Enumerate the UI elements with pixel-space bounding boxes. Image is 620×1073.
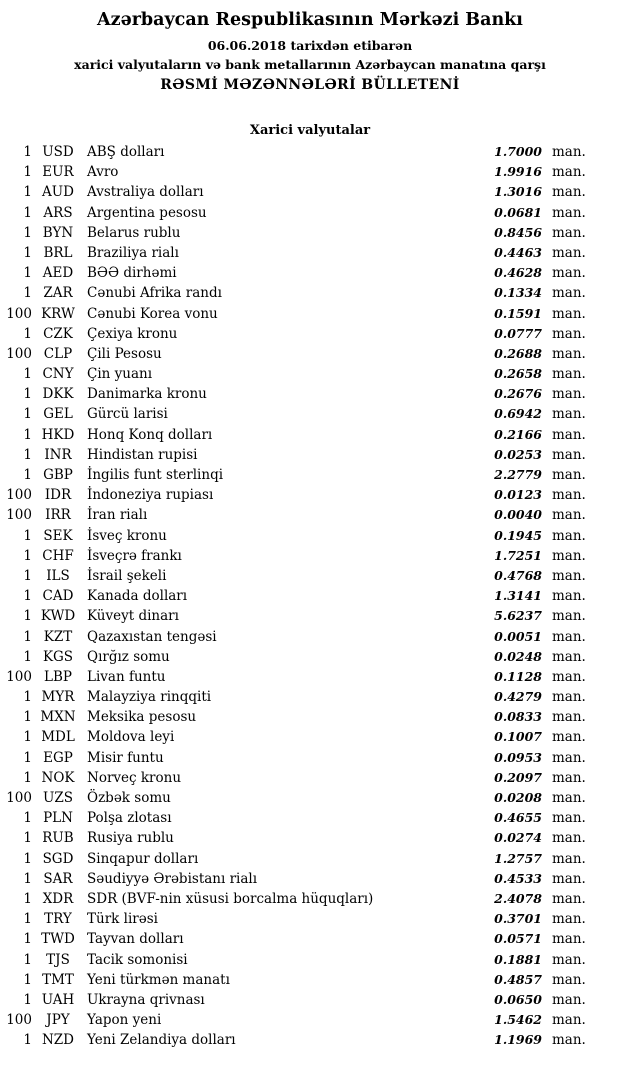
currency-code: KGS [42,648,74,665]
unit-label: man. [552,366,586,383]
currency-name: Türk lirəsi [87,911,158,928]
currency-row [0,384,620,404]
currency-name: Sinqapur dolları [87,850,199,867]
currency-quantity: 1 [23,467,32,483]
currency-quantity: 100 [6,507,32,524]
currency-name: Yapon yeni [87,1012,162,1029]
currency-code: ILS [46,567,70,584]
currency-name: Küveyt dinarı [87,608,179,625]
rate-value: 1.7251 [494,547,542,563]
currency-code: NZD [41,1032,75,1049]
currency-name: Malayziya rinqqiti [87,689,212,706]
currency-quantity: 1 [23,527,32,544]
currency-code: RUB [42,830,74,847]
currency-code: NOK [41,769,75,786]
rate-value: 0.0953 [494,749,542,765]
currency-code: EUR [42,164,74,181]
currency-code: INR [44,446,72,463]
currency-code: SAR [43,870,73,887]
currency-row [0,465,620,485]
currency-code: XDR [42,890,74,907]
currency-row [0,324,620,344]
unit-label: man. [552,931,586,948]
currency-row [0,707,620,727]
rate-value: 1.3016 [494,184,542,200]
currency-code: AUD [42,184,74,201]
currency-quantity: 1 [23,164,32,181]
unit-label: man. [552,224,586,241]
currency-name: Norveç kronu [87,769,182,786]
currency-name: Çexiya kronu [87,325,178,342]
currency-row [0,162,620,182]
currency-row [0,404,620,424]
rate-value: 0.1881 [494,951,542,967]
currency-row [0,808,620,828]
currency-name: İsveç kronu [87,527,167,544]
unit-label: man. [552,668,586,685]
currency-name: Hindistan rupisi [87,446,198,463]
currency-name: SDR (BVF-nin xüsusi borcalma hüquqları) [87,890,374,907]
currency-row [0,788,620,808]
currency-name: Meksika pesosu [87,709,197,726]
unit-label: man. [552,265,586,282]
currency-code: ZAR [43,285,73,302]
currency-code: CAD [42,588,74,605]
currency-row [0,828,620,848]
rate-value: 0.1128 [494,668,542,684]
currency-quantity: 1 [23,386,32,403]
currency-name: Moldova leyi [87,729,175,746]
currency-quantity: 1 [23,547,32,564]
currency-code: IDR [44,487,72,504]
unit-label: man. [552,144,586,160]
currency-row [0,283,620,303]
currency-name: İsveçrə frankı [87,547,182,564]
rate-value: 0.4857 [494,971,542,987]
unit-label: man. [552,527,586,544]
currency-row [0,849,620,869]
unit-label: man. [552,769,586,786]
rate-value: 0.0040 [494,507,542,523]
currency-name: Çin yuanı [87,366,153,383]
currency-quantity: 1 [23,769,32,786]
effective-date-line: 06.06.2018 tarixdən etibarən [207,38,413,53]
currency-quantity: 1 [23,1032,32,1049]
rate-value: 2.4078 [494,890,542,906]
currency-name: Danimarka kronu [87,386,207,403]
currency-row [0,505,620,525]
rate-value: 1.1969 [494,1032,542,1048]
currency-row [0,748,620,768]
bank-title: Azərbaycan Respublikasının Mərkəzi Bankı [97,10,523,30]
currency-quantity: 100 [6,487,32,504]
bulletin-title: RƏSMİ MƏZƏNNƏLƏRİ BÜLLETENİ [160,77,460,93]
currency-row [0,869,620,889]
currency-name: Honq Konq dolları [87,426,213,443]
currency-code: HKD [41,426,75,443]
rate-value: 0.6942 [494,406,542,422]
rate-value: 0.0208 [494,790,542,805]
currency-name: Livan funtu [87,668,166,685]
currency-code: CLP [43,345,73,362]
unit-label: man. [552,810,586,827]
currency-quantity: 1 [23,144,32,160]
description-line: xarici valyutaların və bank metallarının Azərbaycan manatına qarşı [74,57,546,72]
currency-row [0,950,620,970]
currency-row [0,970,620,990]
currency-quantity: 1 [23,325,32,342]
unit-label: man. [552,547,586,564]
currency-code: CNY [42,366,74,383]
unit-label: man. [552,608,586,625]
currency-row [0,425,620,445]
currency-quantity: 1 [23,749,32,766]
rate-value: 0.0571 [494,931,542,947]
currency-quantity: 1 [23,628,32,645]
currency-code: KZT [43,628,73,645]
unit-label: man. [552,305,586,322]
currency-name: Yeni Zelandiya dolları [87,1032,236,1049]
currency-quantity: 1 [23,951,32,968]
currency-name: ABŞ dolları [87,144,165,160]
rate-value: 0.2166 [494,426,542,442]
rate-value: 0.0253 [494,446,542,462]
rate-value: 0.4628 [494,265,542,281]
currency-row [0,1010,620,1030]
currency-quantity: 100 [6,305,32,322]
rate-value: 0.4533 [494,870,542,886]
currency-row [0,223,620,243]
currency-row [0,647,620,667]
rate-value: 0.8456 [494,224,542,240]
currency-row [0,929,620,949]
currency-quantity: 1 [23,244,32,261]
currency-name: Qazaxıstan tengəsi [87,628,217,645]
currency-name: Avstraliya dolları [87,184,204,201]
unit-label: man. [552,870,586,887]
currency-quantity: 100 [6,790,32,806]
rate-value: 0.1007 [494,729,542,745]
rate-value: 0.0833 [494,709,542,725]
currency-code: MXN [40,709,76,726]
currency-name: Argentina pesosu [87,204,207,221]
currency-quantity: 1 [23,830,32,847]
unit-label: man. [552,709,586,726]
currency-name: Ukrayna qrivnası [87,991,205,1008]
unit-label: man. [552,850,586,867]
currency-row [0,445,620,465]
currency-quantity: 1 [23,709,32,726]
currency-code: BYN [42,224,74,241]
currency-code: UAH [41,991,75,1008]
currency-row [0,627,620,647]
currency-row [0,526,620,546]
currency-quantity: 1 [23,608,32,625]
unit-label: man. [552,325,586,342]
currency-name: Səudiyyə Ərəbistanı rialı [87,870,258,887]
unit-label: man. [552,971,586,988]
rate-value: 5.6237 [494,608,542,624]
currency-quantity: 1 [23,224,32,241]
currency-row [0,344,620,364]
rate-value: 0.4655 [494,810,542,826]
currency-row [0,606,620,626]
currency-code: BRL [43,244,73,261]
currency-code: CHF [42,547,74,564]
currency-row [0,889,620,909]
rate-value: 1.3141 [494,588,542,604]
rate-value: 0.0248 [494,648,542,664]
currency-row [0,667,620,687]
unit-label: man. [552,567,586,584]
rate-value: 0.1334 [494,285,542,301]
currency-name: İran rialı [87,507,148,524]
currency-row [0,142,620,162]
rate-value: 2.2779 [494,467,542,482]
currency-name: Rusiya rublu [87,830,174,847]
currency-quantity: 1 [23,366,32,383]
currency-quantity: 1 [23,729,32,746]
currency-code: UZS [42,790,73,806]
currency-row [0,768,620,788]
currency-quantity: 1 [23,890,32,907]
rate-value: 0.3701 [494,911,542,927]
unit-label: man. [552,285,586,302]
currency-quantity: 1 [23,689,32,706]
rate-value: 0.0051 [494,628,542,644]
currency-row [0,243,620,263]
currency-code: GBP [43,467,73,483]
currency-quantity: 1 [23,850,32,867]
unit-label: man. [552,184,586,201]
currency-quantity: 1 [23,406,32,423]
rate-value: 1.9916 [494,164,542,180]
rate-value: 0.0681 [494,204,542,220]
currency-code: TJS [46,951,70,968]
currency-row [0,263,620,283]
unit-label: man. [552,244,586,261]
currency-row [0,182,620,202]
currency-code: LBP [44,668,72,685]
unit-label: man. [552,386,586,403]
currency-quantity: 1 [23,648,32,665]
unit-label: man. [552,628,586,645]
rate-value: 0.2097 [494,769,542,785]
currency-quantity: 1 [23,971,32,988]
currency-name: Belarus rublu [87,224,181,241]
currency-name: Qırğız somu [87,648,170,665]
unit-label: man. [552,467,586,483]
currency-code: PLN [43,810,73,827]
unit-label: man. [552,991,586,1008]
currency-quantity: 1 [23,184,32,201]
unit-label: man. [552,1012,586,1029]
currency-name: Avro [87,164,119,181]
rate-value: 0.2676 [494,386,542,402]
unit-label: man. [552,689,586,706]
rate-value: 1.2757 [494,850,542,866]
currency-name: Kanada dolları [87,588,188,605]
currency-quantity: 100 [6,668,32,685]
currency-code: MYR [41,689,75,706]
currency-name: Cənubi Afrika randı [87,285,222,302]
currency-quantity: 1 [23,991,32,1008]
unit-label: man. [552,648,586,665]
currency-quantity: 1 [23,810,32,827]
unit-label: man. [552,406,586,423]
currency-row [0,566,620,586]
unit-label: man. [552,749,586,766]
currency-row [0,1030,620,1050]
currency-code: KWD [40,608,76,625]
currency-quantity: 1 [23,588,32,605]
currency-name: Cənubi Korea vonu [87,305,218,322]
unit-label: man. [552,507,586,524]
currency-code: DKK [42,386,74,403]
currency-name: Braziliya rialı [87,244,179,261]
rate-value: 0.2688 [494,345,542,361]
rate-value: 0.4463 [494,244,542,260]
currency-code: JPY [46,1012,70,1029]
currency-name: Yeni türkmən manatı [87,971,230,988]
rate-value: 0.0274 [494,830,542,846]
currency-row [0,990,620,1010]
currency-name: Özbək somu [87,790,171,806]
currency-row [0,546,620,566]
unit-label: man. [552,911,586,928]
currency-row [0,727,620,747]
currency-code: IRR [45,507,71,524]
currency-code: GEL [43,406,73,423]
currency-row [0,485,620,505]
currency-quantity: 1 [23,265,32,282]
currency-row [0,364,620,384]
unit-label: man. [552,426,586,443]
currency-code: MDL [41,729,75,746]
currency-row [0,586,620,606]
rate-value: 0.0777 [494,325,542,341]
currency-code: SGD [42,850,74,867]
unit-label: man. [552,951,586,968]
currency-quantity: 1 [23,931,32,948]
unit-label: man. [552,790,586,806]
rate-value: 0.4279 [494,689,542,705]
currency-name: BƏƏ dirhəmi [87,265,177,282]
currency-name: İngilis funt sterlinqi [87,467,224,483]
currency-code: AED [42,265,74,282]
currency-row [0,687,620,707]
currency-table [0,142,620,1050]
currency-quantity: 1 [23,285,32,302]
currency-code: TRY [44,911,72,928]
rate-value: 0.0650 [494,991,542,1007]
currency-name: Polşa zlotası [87,810,172,827]
currency-row [0,909,620,929]
currency-code: CZK [43,325,73,342]
rate-value: 0.0123 [494,487,542,503]
document-header [0,10,620,93]
unit-label: man. [552,164,586,181]
currency-row [0,304,620,324]
rate-value: 1.5462 [494,1012,542,1028]
rate-value: 0.1945 [494,527,542,543]
rate-value: 0.4768 [494,567,542,583]
unit-label: man. [552,1032,586,1049]
currency-quantity: 1 [23,567,32,584]
unit-label: man. [552,487,586,504]
currency-name: Misir funtu [87,749,164,766]
currency-code: TWD [41,931,75,948]
rate-value: 1.7000 [494,144,542,159]
currency-quantity: 100 [6,345,32,362]
section-title: Xarici valyutalar [249,123,371,138]
unit-label: man. [552,345,586,362]
currency-code: USD [42,144,74,160]
currency-name: Tacik somonisi [87,951,188,968]
currency-row [0,203,620,223]
currency-code: KRW [41,305,75,322]
currency-name: Çili Pesosu [87,345,162,362]
unit-label: man. [552,204,586,221]
unit-label: man. [552,588,586,605]
unit-label: man. [552,830,586,847]
currency-code: SEK [43,527,73,544]
currency-code: EGP [43,749,73,766]
rate-value: 0.2658 [494,366,542,382]
currency-name: İndoneziya rupiası [87,487,214,504]
unit-label: man. [552,446,586,463]
currency-code: TMT [42,971,74,988]
currency-quantity: 1 [23,870,32,887]
rate-value: 0.1591 [494,305,542,321]
currency-quantity: 1 [23,911,32,928]
unit-label: man. [552,729,586,746]
currency-quantity: 100 [6,1012,32,1029]
currency-name: İsrail şekeli [87,567,167,584]
currency-quantity: 1 [23,204,32,221]
currency-code: ARS [43,204,73,221]
currency-quantity: 1 [23,446,32,463]
currency-name: Gürcü larisi [87,406,168,423]
currency-name: Tayvan dolları [87,931,184,948]
unit-label: man. [552,890,586,907]
currency-quantity: 1 [23,426,32,443]
